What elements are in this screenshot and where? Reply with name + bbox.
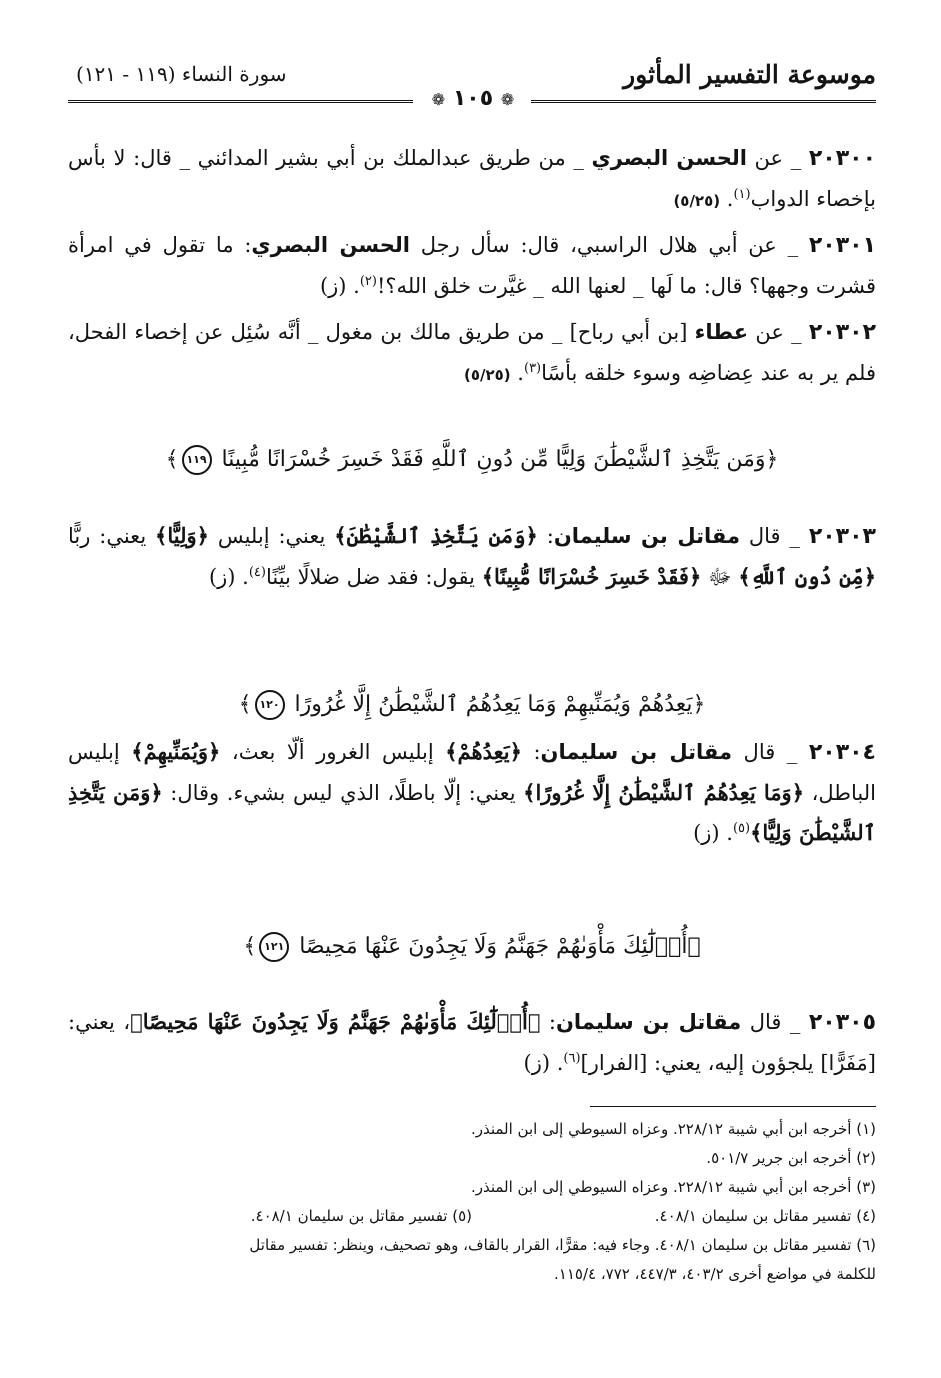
- quran-verse: [68, 685, 876, 725]
- entry-text: _ من طريق عبدالملك بن أبي بشير المدائني _ قال: لا بأس بإخصاء الدواب: [68, 146, 876, 211]
- entry-text: :: [521, 740, 541, 764]
- narrator-name: مقاتل بن سليمان: [553, 524, 740, 548]
- footnote-marker: (٢): [359, 274, 377, 289]
- narrator-name: عطاء: [694, 320, 749, 344]
- entry-text: . (ز): [523, 1051, 564, 1075]
- verse-number-icon: ١٢١: [259, 932, 289, 962]
- surah-title: سورة النساء (١١٩ - ١٢١): [76, 62, 287, 86]
- entry-number: ٢٠٣٠١: [808, 233, 876, 258]
- quoted-ayah: ﴿مِّن دُونِ ٱللَّهِ﴾: [738, 564, 876, 589]
- footnote: (١) أخرجه ابن أبي شيبة ٢٢٨/١٢. وعزاه السيوطي إلى ابن المنذر.: [470, 1120, 876, 1138]
- footnote: للكلمة في مواضع أخرى ٤٠٣/٢، ٤٤٧/٣، ٧٧٢، ١١٥/٤.: [554, 1265, 876, 1283]
- quoted-ayah: ﴿يَعِدُهُمْ﴾: [445, 739, 522, 764]
- quoted-ayah: ﴿فَقَدْ خَسِرَ خُسْرَانًا مُّبِينًا﴾: [481, 564, 702, 589]
- page-number-block: [418, 86, 528, 111]
- footnote-separator: [590, 1106, 876, 1107]
- footnote-marker: (٦): [563, 1051, 581, 1066]
- entry-text: .: [720, 187, 734, 211]
- book-title: موسوعة التفسير المأثور: [623, 60, 876, 89]
- entry-number: ٢٠٣٠٢: [808, 320, 876, 345]
- footnote: (٢) أخرجه ابن جرير ٥٠١/٧.: [706, 1149, 876, 1167]
- narrator-name: مقاتل بن سليمان: [555, 1010, 742, 1034]
- entry-number: ٢٠٣٠٥: [808, 1010, 876, 1035]
- entry-text: . (ز): [319, 274, 360, 298]
- quoted-ayah: ﴿وَمَا يَعِدُهُمُ ٱلشَّيْطَٰنُ إِلَّا غُرُورًا﴾: [523, 780, 805, 805]
- entry-number: ٢٠٣٠٤: [808, 740, 876, 765]
- narration-entry: [68, 732, 876, 853]
- verse-close-bracket: ﴾: [243, 934, 257, 959]
- entry-text: _ قال: [739, 524, 800, 548]
- narration-entry: [68, 1002, 876, 1083]
- entry-text: يعني: إبليس: [208, 524, 335, 548]
- entry-text: يعني: إلّا باطلًا، الذي ليس بشيء. وقال:: [162, 781, 524, 805]
- entry-text: يقول: فقد ضل ضلالًا بيِّنًا: [265, 565, 482, 589]
- footnote-marker: (٥): [732, 821, 751, 836]
- verse-close-bracket: ﴾: [238, 692, 252, 717]
- ornament-icon: ❁: [500, 90, 515, 109]
- volume-reference: (٥/٢٥): [673, 192, 721, 210]
- entry-text: ﷻ: [701, 565, 739, 589]
- quoted-ayah: ﴿وَمَن يَتَّخِذِ ٱلشَّيْطَٰنَ وَلِيًّا﴾: [68, 780, 876, 845]
- footnote: (٥) تفسير مقاتل بن سليمان ٤٠٨/١.: [250, 1207, 472, 1225]
- page-number: ١٠٥: [452, 86, 494, 111]
- entry-text: _ قال: [732, 740, 798, 764]
- verse-text: ﴿أُو۟لَٰٓئِكَ مَأْوَىٰهُمْ جَهَنَّمُ وَلَا يَجِدُونَ عَنْهَا مَحِيصًا: [299, 934, 701, 959]
- narrator-name: مقاتل بن سليمان: [540, 740, 733, 764]
- entry-number: ٢٠٣٠٠: [808, 146, 876, 171]
- entry-text: :: [537, 524, 554, 548]
- quoted-ayah: ﴿وَمَن يَتَّخِذِ ٱلشَّيْطَٰنَ﴾: [334, 523, 538, 548]
- header-rule-left: [68, 100, 413, 103]
- entry-number: ٢٠٣٠٣: [808, 524, 876, 549]
- narration-entry: [68, 516, 876, 597]
- quoted-ayah: ﴿وَيُمَنِّيهِمْ﴾: [131, 739, 221, 764]
- entry-text: _ عن: [748, 320, 802, 344]
- volume-reference: (٥/٢٥): [463, 366, 511, 384]
- entry-text: .: [510, 361, 524, 385]
- entry-text: إبليس الباطل،: [68, 740, 876, 805]
- entry-text: ، يعني: [مَفَرًّا] يلجؤون إليه، يعني: [الفرار]: [68, 1010, 876, 1075]
- entry-text: _ عن أبي هلال الراسبي، قال: سأل رجل: [409, 233, 799, 257]
- entry-text: . (ز): [208, 565, 249, 589]
- narration-entry: [68, 225, 876, 306]
- verse-number-icon: ١٢٠: [255, 690, 285, 720]
- footnote-marker: (٣): [523, 361, 542, 376]
- entry-text: . (ز): [693, 821, 733, 845]
- entry-text: يعني: ربًّا: [68, 524, 156, 548]
- entry-text: [بن أبي رباح] _ من طريق مالك بن مغول _ أنَّه سُئِل عن إخصاء الفحل، فلم ير به عند عِضاضِه وسوء خلقه بأسًا: [68, 320, 876, 385]
- footnote-row: [68, 1202, 876, 1231]
- quran-verse: [68, 927, 876, 967]
- quoted-ayah: ﴿أُو۟لَٰٓئِكَ مَأْوَىٰهُمْ جَهَنَّمُ وَلَا يَجِدُونَ عَنْهَا مَحِيصًا﴾: [130, 1009, 541, 1034]
- entry-text: : ما تقول في امرأة قشرت وجهها؟ قال: ما لَها _ لعنها الله _ غيَّرت خلق الله؟!: [68, 233, 876, 298]
- entry-text: إبليس الغرور ألّا بعث،: [220, 740, 446, 764]
- narrator-name: الحسن البصري: [251, 233, 410, 257]
- footnotes: [68, 1115, 876, 1289]
- entry-text: _ عن: [746, 146, 802, 170]
- footnote: (٦) تفسير مقاتل بن سليمان ٤٠٨/١. وجاء فيه: مقرًّا، القرار بالقاف، وهو تصحيف، وينظر: تفسير مقاتل: [249, 1236, 876, 1254]
- running-header: [68, 52, 876, 112]
- footnote-marker: (٤): [248, 565, 266, 580]
- verse-close-bracket: ﴾: [165, 447, 179, 472]
- entry-text: _ قال: [741, 1010, 801, 1034]
- narrator-name: الحسن البصري: [591, 146, 747, 170]
- verse-text: ﴿وَمَن يَتَّخِذِ ٱلشَّيْطَٰنَ وَلِيًّا مِّن دُونِ ٱللَّهِ فَقَدْ خَسِرَ خُسْرَانًا مُّبِينًا: [221, 447, 779, 472]
- header-rule-right: [531, 100, 876, 103]
- verse-text: ﴿يَعِدُهُمْ وَيُمَنِّيهِمْ وَمَا يَعِدُهُمُ ٱلشَّيْطَٰنُ إِلَّا غُرُورًا: [294, 692, 706, 717]
- narration-entry: [68, 312, 876, 395]
- footnote: (٤) تفسير مقاتل بن سليمان ٤٠٨/١.: [654, 1207, 876, 1225]
- ornament-icon: ❁: [431, 90, 446, 109]
- quoted-ayah: ﴿وَلِيًّا﴾: [155, 523, 209, 548]
- footnote-marker: (١): [733, 187, 751, 202]
- entry-text: :: [540, 1010, 556, 1034]
- verse-number-icon: ١١٩: [182, 445, 212, 475]
- quran-verse: [68, 440, 876, 480]
- narration-entry: [68, 138, 876, 221]
- footnote: (٣) أخرجه ابن أبي شيبة ٢٢٨/١٢. وعزاه السيوطي إلى ابن المنذر.: [470, 1178, 876, 1196]
